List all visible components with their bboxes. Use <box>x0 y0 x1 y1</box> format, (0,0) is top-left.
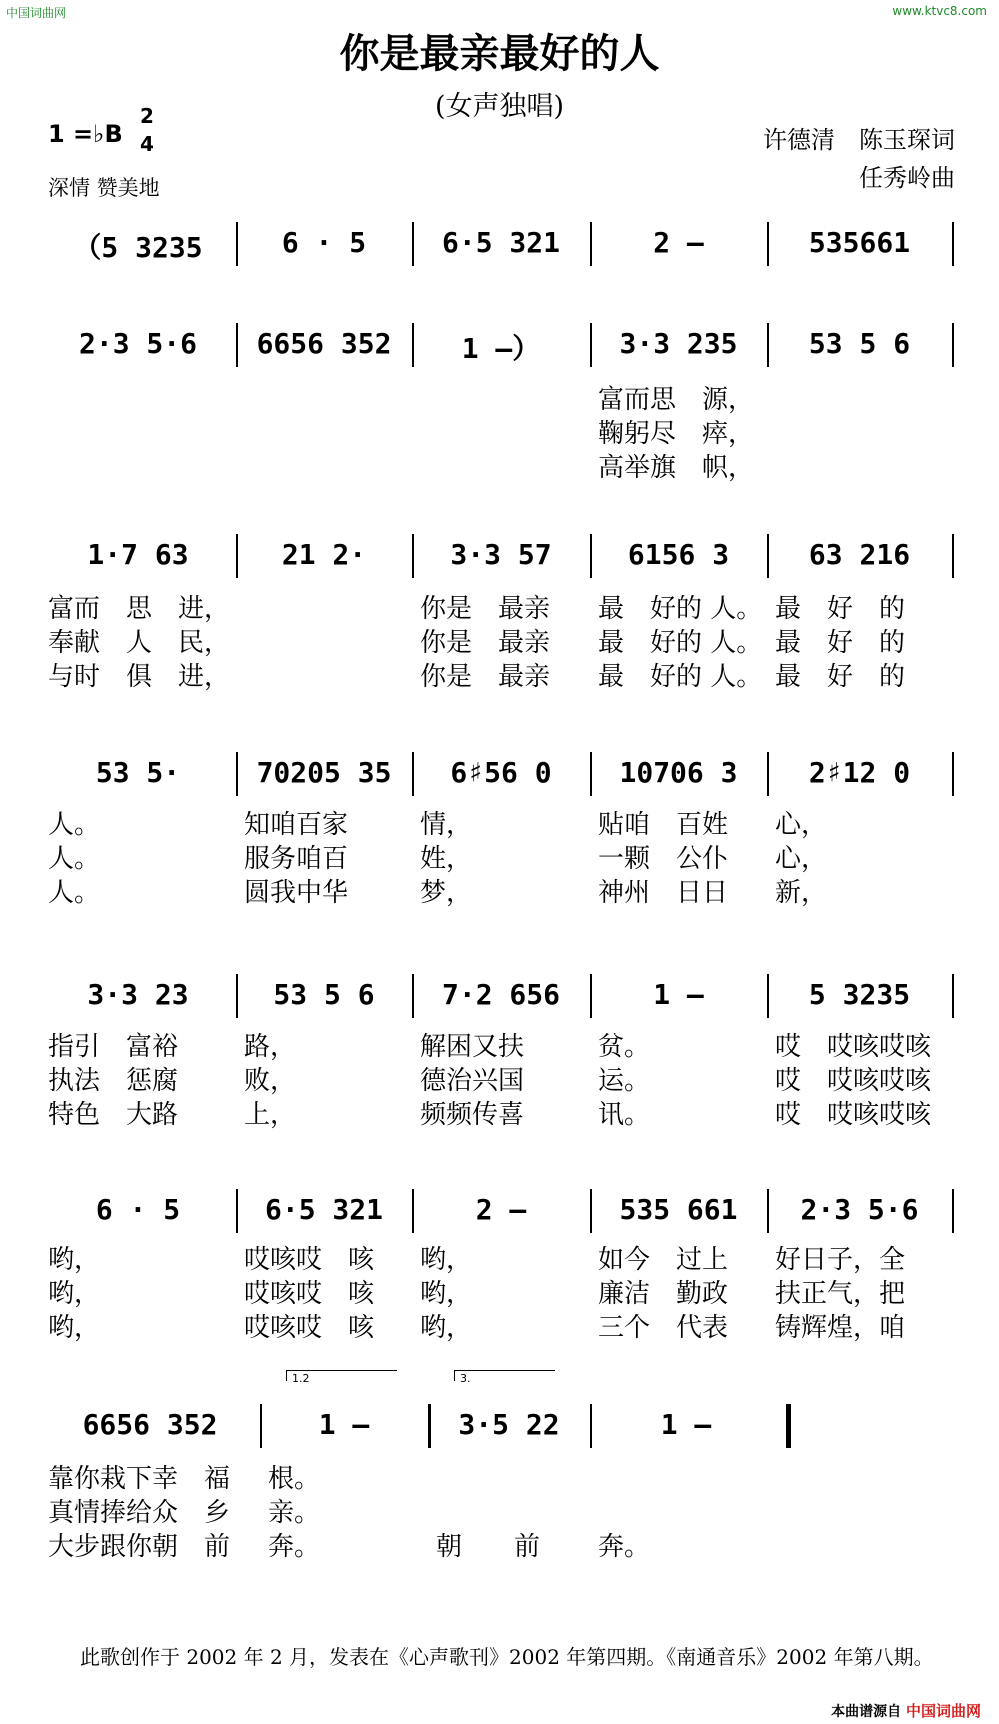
lyric-segment: 哟， <box>420 1313 473 1343</box>
lyric-segment: 上， <box>244 1100 297 1130</box>
barline <box>767 1189 769 1233</box>
tempo-marking: 深情 赞美地 <box>48 176 160 200</box>
lyric-segment: 与时 俱 进， <box>48 662 231 692</box>
measure: 1 – <box>660 1408 712 1441</box>
measure: 5 3235 <box>808 978 911 1011</box>
measure: 6156 3 <box>627 538 730 571</box>
lyric-segment: 神州 日日 <box>598 878 729 908</box>
lyric-segment: 最 好的 人。 <box>598 594 763 624</box>
publication-note: 此歌创作于 2002 年 2 月，发表在《心声歌刊》2002 年第四期。《南通音乐》2002 年第八期。 <box>80 1645 934 1669</box>
lyric-segment: 富而思 源， <box>598 385 755 415</box>
barline <box>236 323 238 367</box>
measure: 70205 35 <box>256 756 392 789</box>
barline <box>590 1404 592 1448</box>
lyric-segment: 朝 前 <box>436 1532 541 1562</box>
barline <box>590 1189 592 1233</box>
lyric-segment: 德治兴国 <box>420 1066 525 1096</box>
lyric-segment: 哎咳哎 咳 <box>244 1279 375 1309</box>
lyric-segment: 新， <box>775 878 828 908</box>
measure: 53 5 6 <box>808 327 911 360</box>
lyric-segment: 真情捧给众 乡 <box>48 1498 231 1528</box>
measure: 6 · 5 <box>95 1193 181 1226</box>
measure: 3·3 23 <box>87 978 189 1011</box>
barline <box>260 1404 262 1448</box>
lyric-segment: 大步跟你朝 前 <box>48 1532 231 1562</box>
barline <box>412 222 414 266</box>
song-title: 你是最亲最好的人 <box>339 31 660 77</box>
lyric-segment: 败， <box>244 1066 297 1096</box>
lyric-segment: 奔。 <box>268 1532 321 1562</box>
measure: 6656 352 <box>256 327 392 360</box>
lyric-segment: 服务咱百 <box>244 844 349 874</box>
lyric-segment: 扶正气，把 <box>775 1279 906 1309</box>
lyric-segment: 三个 代表 <box>598 1313 729 1343</box>
lyric-segment: 最 好 的 <box>775 594 906 624</box>
measure: 21 2· <box>281 538 367 571</box>
lyric-segment: 哎咳哎 咳 <box>244 1245 375 1275</box>
lyric-segment: 最 好的 人。 <box>598 628 763 658</box>
lyric-segment: 解困又扶 <box>420 1032 525 1062</box>
barline <box>952 222 954 266</box>
barline <box>767 534 769 578</box>
measure: 6♯56 0 <box>450 756 552 789</box>
lyric-segment: 靠你栽下幸 福 <box>48 1464 231 1494</box>
lyric-segment: 哟， <box>420 1245 473 1275</box>
lyric-segment: 讯。 <box>598 1100 651 1130</box>
measure: 53 5 6 <box>273 978 375 1011</box>
lyric-segment: 哎 哎咳哎咳 <box>775 1066 932 1096</box>
lyric-segment: 哎 哎咳哎咳 <box>775 1100 932 1130</box>
barline <box>236 752 238 796</box>
lyric-segment: 富而 思 进， <box>48 594 231 624</box>
barline <box>952 534 954 578</box>
lyric-segment: 哟， <box>48 1279 101 1309</box>
lyric-segment: 运。 <box>598 1066 651 1096</box>
lyric-segment: 人。 <box>48 844 101 874</box>
measure: 7·2 656 <box>441 978 560 1011</box>
measure: 1 – <box>653 978 704 1011</box>
measure: 2·3 5·6 <box>800 1193 919 1226</box>
barline <box>767 323 769 367</box>
barline <box>952 1189 954 1233</box>
barline <box>412 1189 414 1233</box>
source-label: 本曲谱源自 <box>831 1704 902 1720</box>
barline <box>590 534 592 578</box>
measure: 6656 352 <box>82 1408 218 1441</box>
source-site: 中国词曲网 <box>905 1702 981 1720</box>
barline <box>236 222 238 266</box>
barline <box>590 752 592 796</box>
lyric-segment: 哎咳哎 咳 <box>244 1313 375 1343</box>
barline <box>952 752 954 796</box>
lyric-segment: 奔。 <box>598 1532 651 1562</box>
measure: 53 5· <box>95 756 181 789</box>
barline <box>952 323 954 367</box>
lyric-segment: 执法 惩腐 <box>48 1066 179 1096</box>
barline <box>412 752 414 796</box>
lyric-segment: 最 好的 人。 <box>598 662 763 692</box>
lyric-segment: 梦， <box>420 878 473 908</box>
measure: 63 216 <box>808 538 911 571</box>
lyric-segment: 哟， <box>420 1279 473 1309</box>
measure: 1·7 63 <box>87 538 189 571</box>
lyric-segment: 铸辉煌，咱 <box>775 1313 906 1343</box>
measure: 3·3 57 <box>450 538 552 571</box>
barline <box>412 323 414 367</box>
measure: 1 – <box>318 1408 370 1441</box>
lyric-segment: 鞠躬尽 瘁， <box>598 419 755 449</box>
barline <box>412 974 414 1018</box>
lyric-segment: 亲。 <box>268 1498 321 1528</box>
lyric-segment: 哟， <box>48 1313 101 1343</box>
barline <box>590 323 592 367</box>
measure: 6 · 5 <box>281 226 367 259</box>
lyric-segment: 最 好 的 <box>775 662 906 692</box>
lyric-segment: 圆我中华 <box>244 878 349 908</box>
lyric-segment: 高举旗 帜， <box>598 453 755 483</box>
barline <box>767 752 769 796</box>
lyric-segment: 你是 最亲 <box>420 662 551 692</box>
lyric-segment: 路， <box>244 1032 297 1062</box>
lyric-segment: 奉献 人 民， <box>48 628 231 658</box>
barline <box>236 1189 238 1233</box>
measure: 6·5 321 <box>264 1193 383 1226</box>
barline <box>590 222 592 266</box>
composer-credit: 任秀岭曲 <box>859 164 955 192</box>
barline <box>428 1404 431 1448</box>
key-signature: 1 =♭B <box>48 120 123 148</box>
measure: 3·5 22 <box>458 1408 560 1441</box>
lyric-segment: 最 好 的 <box>775 628 906 658</box>
barline <box>952 974 954 1018</box>
measure: 6·5 321 <box>441 226 560 259</box>
measure: 2 – <box>653 226 704 259</box>
time-signature-bottom: 4 <box>140 132 154 156</box>
lyric-segment: 人。 <box>48 810 101 840</box>
volta-number: 3. <box>460 1372 471 1385</box>
lyric-segment: 根。 <box>268 1464 321 1494</box>
lyricist-credit: 许德清 陈玉琛词 <box>763 126 955 154</box>
lyric-segment: 你是 最亲 <box>420 628 551 658</box>
lyric-segment: 频频传喜 <box>420 1100 525 1130</box>
watermark-right: www.ktvc8.com <box>892 4 987 18</box>
measure: 10706 3 <box>619 756 738 789</box>
measure: 2·3 5·6 <box>78 327 197 360</box>
lyric-segment: 廉洁 勤政 <box>598 1279 729 1309</box>
lyric-segment: 一颗 公仆 <box>598 844 729 874</box>
measure: 2 – <box>475 1193 527 1226</box>
barline <box>767 222 769 266</box>
barline <box>786 1404 791 1448</box>
lyric-segment: 特色 大路 <box>48 1100 179 1130</box>
lyric-segment: 心， <box>775 844 828 874</box>
volta-number: 1.2 <box>292 1372 310 1385</box>
measure: （5 3235 <box>73 231 203 264</box>
measure: 535 661 <box>619 1193 738 1226</box>
measure: 1 –） <box>461 332 541 365</box>
measure: 3·3 235 <box>619 327 738 360</box>
barline <box>236 534 238 578</box>
lyric-segment: 哟， <box>48 1245 101 1275</box>
barline <box>412 534 414 578</box>
lyric-segment: 人。 <box>48 878 101 908</box>
watermark-left: 中国词曲网 <box>6 6 67 20</box>
lyric-segment: 贫。 <box>598 1032 651 1062</box>
lyric-segment: 如今 过上 <box>598 1245 729 1275</box>
measure: 535661 <box>808 226 911 259</box>
lyric-segment: 知咱百家 <box>244 810 349 840</box>
barline <box>236 974 238 1018</box>
lyric-segment: 姓， <box>420 844 473 874</box>
lyric-segment: 好日子，全 <box>775 1245 906 1275</box>
lyric-segment: 指引 富裕 <box>48 1032 179 1062</box>
source-footer <box>831 1700 981 1721</box>
lyric-segment: 心， <box>775 810 828 840</box>
lyric-segment: 贴咱 百姓 <box>598 810 729 840</box>
lyric-segment: 情， <box>420 810 473 840</box>
lyric-segment: 你是 最亲 <box>420 594 551 624</box>
time-signature-top: 2 <box>140 104 154 128</box>
barline <box>590 974 592 1018</box>
barline <box>767 974 769 1018</box>
measure: 2♯12 0 <box>808 756 911 789</box>
lyric-segment: 哎 哎咳哎咳 <box>775 1032 932 1062</box>
song-subtitle: (女声独唱) <box>434 91 565 122</box>
